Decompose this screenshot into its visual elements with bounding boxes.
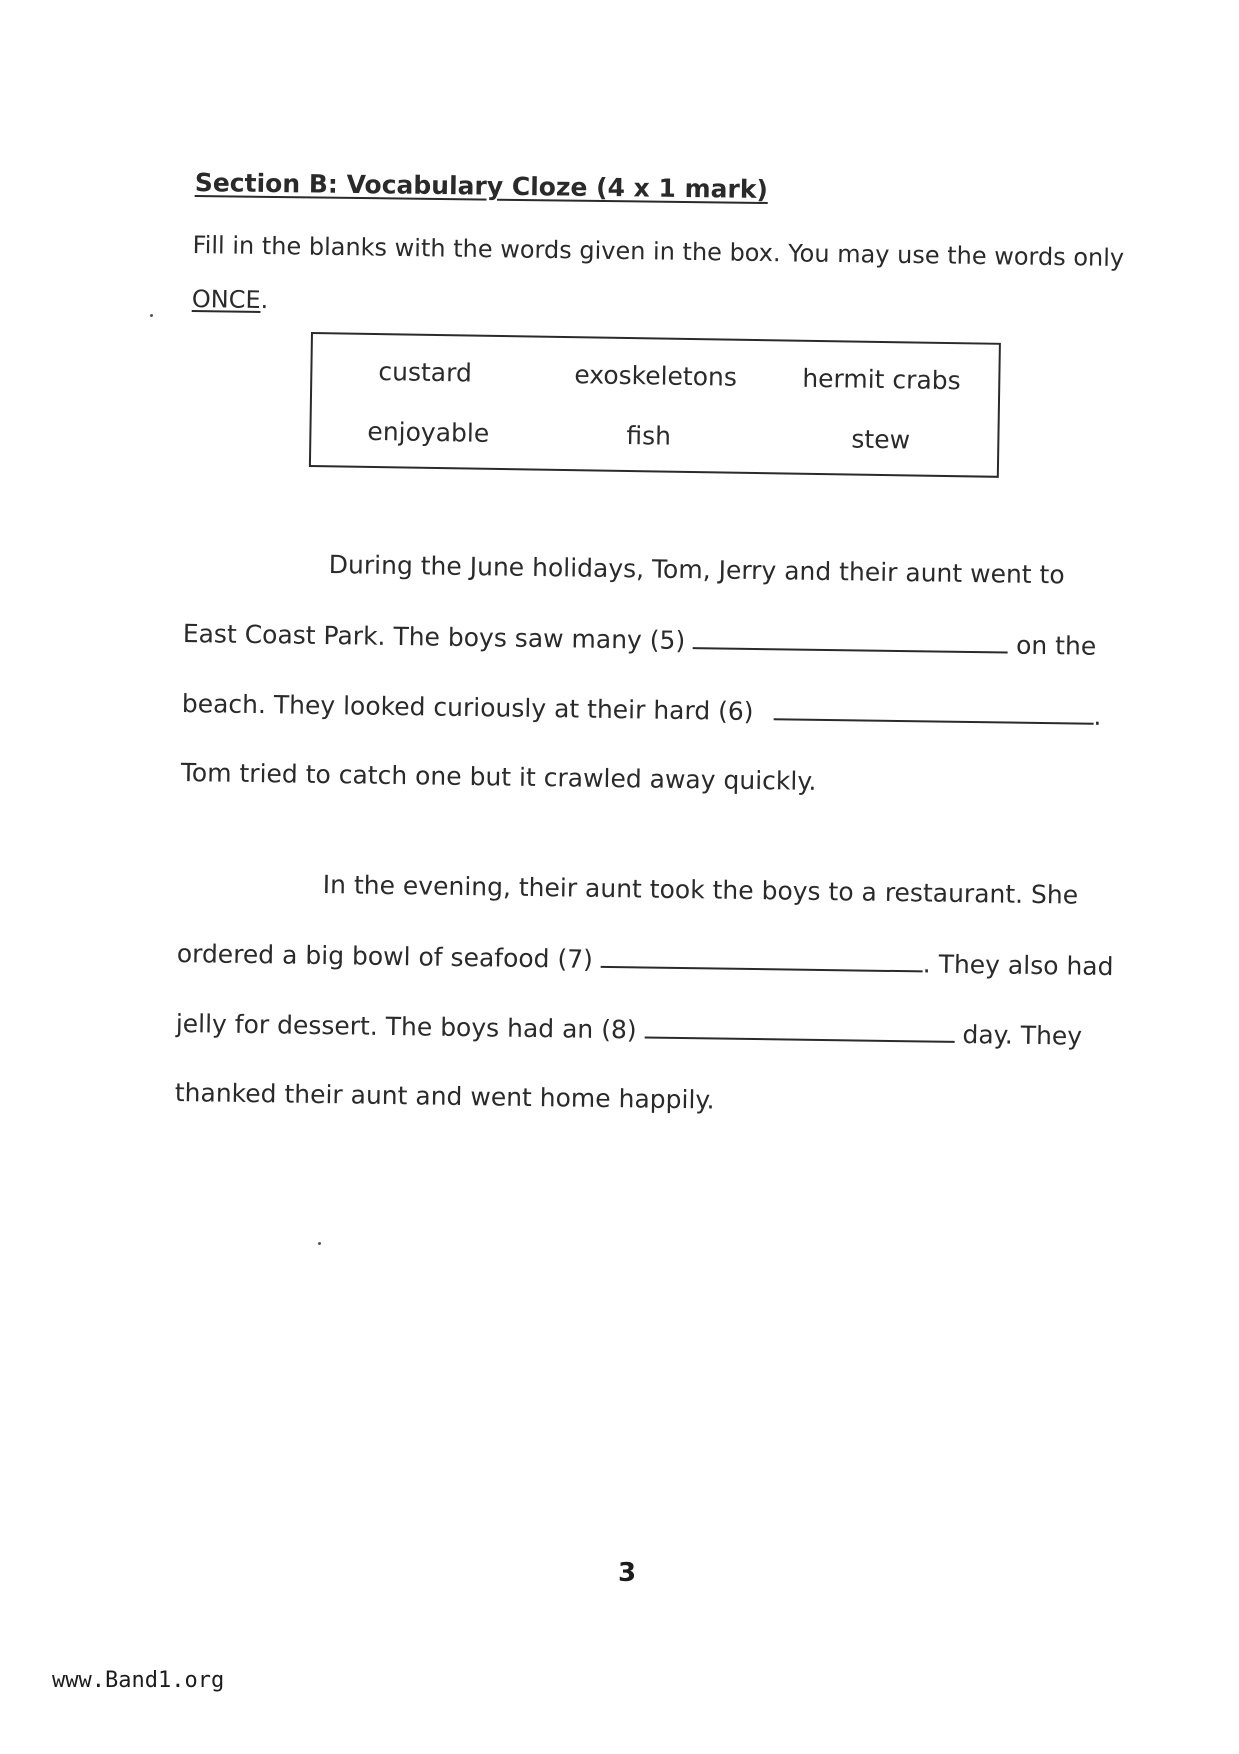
word-custard: custard: [378, 357, 473, 388]
word-hermit-crabs: hermit crabs: [802, 363, 961, 396]
blank-6[interactable]: [773, 696, 1093, 724]
word-box: [309, 332, 1001, 478]
instructions-emphasis: ONCE: [191, 284, 261, 314]
line-text: on the: [1015, 630, 1097, 661]
paragraph-line: [182, 688, 1102, 731]
paragraph-line: During the June holidays, Tom, Jerry and their aunt went to: [328, 550, 1065, 590]
paragraph-line: [183, 618, 1097, 661]
instructions: [191, 218, 1132, 339]
line-text: . They also had: [922, 949, 1114, 982]
blank-7[interactable]: [601, 944, 923, 972]
line-text: day. They: [962, 1019, 1083, 1051]
paragraph-line: [176, 1008, 1083, 1051]
paragraph-line: Tom tried to catch one but it crawled away quickly.: [180, 757, 817, 796]
scan-speck: [150, 314, 153, 317]
word-fish: fish: [626, 420, 672, 451]
instructions-text: Fill in the blanks with the words given in the box. You may use the words only: [192, 230, 1125, 273]
line-text: jelly for dessert. The boys had an (8): [175, 1008, 637, 1045]
word-stew: stew: [851, 424, 911, 455]
line-text: beach. They looked curiously at their hard (6): [181, 688, 754, 726]
instructions-end: .: [260, 285, 269, 315]
paragraph-line: [177, 938, 1114, 981]
paragraph-line: In the evening, their aunt took the boys to a restaurant. She: [322, 870, 1079, 910]
line-text: .: [1093, 701, 1102, 731]
page-number: 3: [618, 1558, 637, 1588]
paragraph-line: thanked their aunt and went home happily.: [174, 1077, 715, 1115]
word-enjoyable: enjoyable: [367, 416, 490, 448]
scan-speck: [318, 1242, 321, 1245]
blank-8[interactable]: [644, 1015, 954, 1043]
line-text: ordered a big bowl of seafood (7): [176, 938, 594, 974]
line-text: East Coast Park. The boys saw many (5): [182, 618, 686, 656]
passage-paragraph-1: [180, 548, 1124, 796]
blank-5[interactable]: [693, 625, 1008, 653]
passage-paragraph-2: [174, 868, 1118, 1115]
word-exoskeletons: exoskeletons: [574, 360, 738, 392]
footer-website: www.Band1.org: [52, 1668, 225, 1693]
section-heading: Section B: Vocabulary Cloze (4 x 1 mark): [194, 168, 769, 204]
